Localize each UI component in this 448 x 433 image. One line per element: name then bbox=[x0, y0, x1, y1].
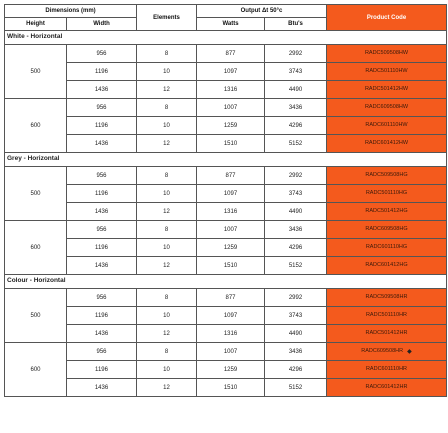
table-row bbox=[5, 135, 447, 153]
product-code-cell bbox=[327, 325, 447, 343]
table-row bbox=[5, 99, 447, 117]
product-code-text: RADC509508HR bbox=[365, 293, 408, 300]
btus-cell: 3436 bbox=[265, 343, 327, 361]
section-title-row bbox=[5, 31, 447, 45]
elements-cell: 10 bbox=[137, 63, 197, 81]
btus-cell: 5152 bbox=[265, 257, 327, 275]
elements-cell: 8 bbox=[137, 343, 197, 361]
watts-cell: 1316 bbox=[197, 203, 265, 221]
product-code-text: RADC501110HR bbox=[365, 311, 408, 318]
watts-cell: 1097 bbox=[197, 185, 265, 203]
height-cell: 600 bbox=[5, 99, 67, 153]
table-row bbox=[5, 167, 447, 185]
diamond-marker-icon: ◆ bbox=[407, 348, 412, 355]
product-code-wrap bbox=[327, 69, 446, 75]
product-code-cell bbox=[327, 81, 447, 99]
product-code-cell bbox=[327, 257, 447, 275]
product-code-cell bbox=[327, 203, 447, 221]
product-code-cell bbox=[327, 135, 447, 153]
table-body bbox=[5, 31, 447, 397]
btus-cell: 3743 bbox=[265, 63, 327, 81]
product-code-text: RADC509508HW bbox=[364, 49, 409, 56]
elements-cell: 10 bbox=[137, 117, 197, 135]
table-row bbox=[5, 63, 447, 81]
table-row bbox=[5, 257, 447, 275]
product-code-wrap bbox=[327, 87, 446, 93]
elements-cell: 8 bbox=[137, 221, 197, 239]
table-row bbox=[5, 117, 447, 135]
product-code-cell bbox=[327, 307, 447, 325]
product-code-wrap bbox=[327, 105, 446, 111]
watts-cell: 1510 bbox=[197, 257, 265, 275]
product-code-wrap bbox=[327, 367, 446, 373]
btus-cell: 4490 bbox=[265, 325, 327, 343]
product-code-text: RADC501412HR bbox=[365, 329, 408, 336]
btus-header: Btu's bbox=[265, 18, 327, 31]
table-row bbox=[5, 379, 447, 397]
width-cell: 1196 bbox=[67, 185, 137, 203]
watts-cell: 1316 bbox=[197, 81, 265, 99]
product-code-cell bbox=[327, 239, 447, 257]
elements-cell: 10 bbox=[137, 307, 197, 325]
width-cell: 1196 bbox=[67, 361, 137, 379]
width-cell: 1436 bbox=[67, 257, 137, 275]
elements-header: Elements bbox=[137, 5, 197, 31]
elements-cell: 10 bbox=[137, 361, 197, 379]
product-code-cell bbox=[327, 117, 447, 135]
product-code-wrap bbox=[327, 209, 446, 215]
width-cell: 1196 bbox=[67, 117, 137, 135]
watts-cell: 1097 bbox=[197, 307, 265, 325]
width-cell: 956 bbox=[67, 45, 137, 63]
elements-cell: 10 bbox=[137, 185, 197, 203]
width-cell: 956 bbox=[67, 99, 137, 117]
elements-cell: 8 bbox=[137, 45, 197, 63]
product-code-text: RADC601110HW bbox=[365, 121, 408, 128]
width-cell: 1436 bbox=[67, 135, 137, 153]
watts-cell: 1007 bbox=[197, 343, 265, 361]
product-code-cell bbox=[327, 379, 447, 397]
product-code-wrap bbox=[327, 141, 446, 147]
width-cell: 1436 bbox=[67, 379, 137, 397]
product-code-cell bbox=[327, 167, 447, 185]
btus-cell: 2992 bbox=[265, 45, 327, 63]
table-row bbox=[5, 221, 447, 239]
table-row bbox=[5, 289, 447, 307]
product-code-wrap bbox=[327, 263, 446, 269]
product-code-wrap bbox=[327, 245, 446, 251]
product-code-text: RADC601110HR bbox=[365, 365, 408, 372]
product-code-wrap bbox=[327, 385, 446, 391]
watts-cell: 877 bbox=[197, 289, 265, 307]
product-code-text: RADC601412HR bbox=[365, 383, 408, 390]
watts-cell: 1316 bbox=[197, 325, 265, 343]
table-row bbox=[5, 361, 447, 379]
btus-cell: 2992 bbox=[265, 167, 327, 185]
section-title: Grey - Horizontal bbox=[5, 153, 447, 167]
product-code-text: RADC601412HW bbox=[364, 139, 409, 146]
product-code-cell bbox=[327, 185, 447, 203]
watts-header: Watts bbox=[197, 18, 265, 31]
section-title: White - Horizontal bbox=[5, 31, 447, 45]
table-row bbox=[5, 185, 447, 203]
watts-cell: 1259 bbox=[197, 239, 265, 257]
product-code-cell bbox=[327, 63, 447, 81]
elements-cell: 8 bbox=[137, 289, 197, 307]
product-code-text: RADC601110HG bbox=[365, 243, 408, 250]
product-code-wrap bbox=[327, 173, 446, 179]
section-title: Colour - Horizontal bbox=[5, 275, 447, 289]
elements-cell: 10 bbox=[137, 239, 197, 257]
height-cell: 600 bbox=[5, 221, 67, 275]
table-row bbox=[5, 325, 447, 343]
table-row bbox=[5, 307, 447, 325]
height-cell: 600 bbox=[5, 343, 67, 397]
height-header: Height bbox=[5, 18, 67, 31]
watts-cell: 877 bbox=[197, 45, 265, 63]
width-cell: 1196 bbox=[67, 239, 137, 257]
product-code-text: RADC501110HG bbox=[365, 189, 408, 196]
product-code-wrap bbox=[327, 295, 446, 301]
width-cell: 1436 bbox=[67, 325, 137, 343]
width-cell: 1196 bbox=[67, 63, 137, 81]
btus-cell: 4296 bbox=[265, 239, 327, 257]
product-code-header: Product Code bbox=[327, 5, 447, 31]
height-cell: 500 bbox=[5, 289, 67, 343]
btus-cell: 5152 bbox=[265, 135, 327, 153]
width-cell: 956 bbox=[67, 289, 137, 307]
watts-cell: 1007 bbox=[197, 221, 265, 239]
table-row bbox=[5, 239, 447, 257]
elements-cell: 12 bbox=[137, 81, 197, 99]
btus-cell: 4296 bbox=[265, 361, 327, 379]
product-code-cell bbox=[327, 221, 447, 239]
header-row-1 bbox=[5, 5, 447, 18]
table-row bbox=[5, 203, 447, 221]
btus-cell: 4490 bbox=[265, 81, 327, 99]
product-code-wrap bbox=[327, 331, 446, 337]
elements-cell: 12 bbox=[137, 135, 197, 153]
elements-cell: 8 bbox=[137, 99, 197, 117]
product-code-cell bbox=[327, 361, 447, 379]
product-code-wrap bbox=[327, 191, 446, 197]
watts-cell: 1097 bbox=[197, 63, 265, 81]
btus-cell: 3743 bbox=[265, 307, 327, 325]
width-header: Width bbox=[67, 18, 137, 31]
watts-cell: 1259 bbox=[197, 361, 265, 379]
btus-cell: 4296 bbox=[265, 117, 327, 135]
width-cell: 956 bbox=[67, 343, 137, 361]
table-row bbox=[5, 343, 447, 361]
height-cell: 500 bbox=[5, 167, 67, 221]
product-code-wrap bbox=[327, 313, 446, 319]
product-code-text: RADC509508HG bbox=[365, 171, 408, 178]
product-code-text: RADC609508HR bbox=[361, 347, 404, 354]
elements-cell: 12 bbox=[137, 257, 197, 275]
watts-cell: 1007 bbox=[197, 99, 265, 117]
elements-cell: 8 bbox=[137, 167, 197, 185]
btus-cell: 3743 bbox=[265, 185, 327, 203]
table-row bbox=[5, 45, 447, 63]
watts-cell: 1259 bbox=[197, 117, 265, 135]
product-code-text: RADC609508HG bbox=[365, 225, 408, 232]
btus-cell: 4490 bbox=[265, 203, 327, 221]
section-title-row bbox=[5, 275, 447, 289]
btus-cell: 3436 bbox=[265, 99, 327, 117]
product-code-wrap bbox=[327, 227, 446, 233]
elements-cell: 12 bbox=[137, 203, 197, 221]
table-row bbox=[5, 81, 447, 99]
product-code-wrap bbox=[327, 51, 446, 57]
width-cell: 956 bbox=[67, 221, 137, 239]
watts-cell: 877 bbox=[197, 167, 265, 185]
btus-cell: 2992 bbox=[265, 289, 327, 307]
product-code-cell bbox=[327, 99, 447, 117]
product-code-cell bbox=[327, 45, 447, 63]
elements-cell: 12 bbox=[137, 325, 197, 343]
width-cell: 1436 bbox=[67, 203, 137, 221]
height-cell: 500 bbox=[5, 45, 67, 99]
product-code-cell bbox=[327, 343, 447, 361]
product-code-cell bbox=[327, 289, 447, 307]
product-code-text: RADC501412HG bbox=[365, 207, 408, 214]
watts-cell: 1510 bbox=[197, 379, 265, 397]
width-cell: 956 bbox=[67, 167, 137, 185]
watts-cell: 1510 bbox=[197, 135, 265, 153]
dimensions-header: Dimensions (mm) bbox=[5, 5, 137, 18]
section-title-row bbox=[5, 153, 447, 167]
product-code-text: RADC501412HW bbox=[364, 85, 409, 92]
btus-cell: 3436 bbox=[265, 221, 327, 239]
width-cell: 1196 bbox=[67, 307, 137, 325]
product-code-text: RADC601412HG bbox=[365, 261, 408, 268]
product-code-text: RADC609508HW bbox=[364, 103, 409, 110]
elements-cell: 12 bbox=[137, 379, 197, 397]
output-header: Output Δt 50°c bbox=[197, 5, 327, 18]
product-code-wrap bbox=[327, 123, 446, 129]
width-cell: 1436 bbox=[67, 81, 137, 99]
product-code-wrap bbox=[327, 349, 446, 355]
btus-cell: 5152 bbox=[265, 379, 327, 397]
product-code-text: RADC501110HW bbox=[365, 67, 408, 74]
product-spec-table bbox=[4, 4, 447, 397]
